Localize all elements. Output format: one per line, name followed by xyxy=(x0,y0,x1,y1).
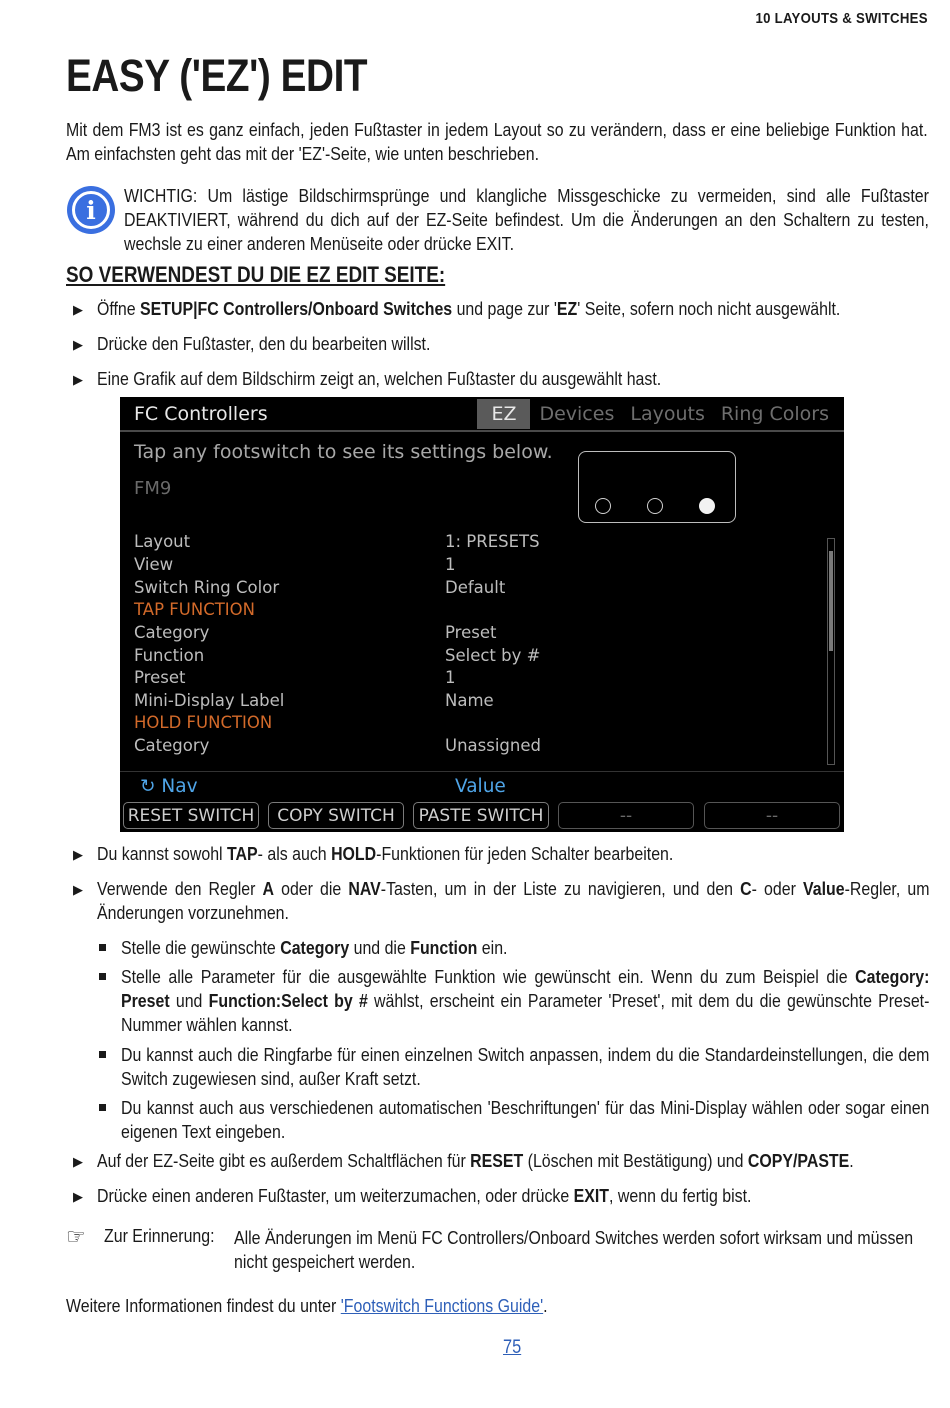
footswitch-2[interactable] xyxy=(647,498,663,514)
scrollbar-thumb[interactable] xyxy=(829,551,833,651)
section-subheading: SO VERWENDEST DU DIE EZ EDIT SEITE: xyxy=(66,262,446,287)
rotate-icon: ↻ xyxy=(140,776,156,797)
reminder-label: Zur Erinnerung: xyxy=(104,1225,215,1246)
page-title: EASY ('EZ') EDIT xyxy=(66,50,368,101)
substep-d: Du kannst auch aus verschiedenen automatischen 'Beschriftungen' für das Mini-Display wählen oder sogar einen eigenen Text eingeben. xyxy=(121,1097,930,1142)
scrollbar[interactable] xyxy=(827,538,835,765)
footswitch-3-selected[interactable] xyxy=(699,498,715,514)
step-1: Öffne SETUP|FC Controllers/Onboard Switches und page zur 'EZ' Seite, sofern noch nicht ausgewählt. xyxy=(97,298,841,319)
param-row[interactable]: Layout 1: PRESETS xyxy=(134,532,540,551)
tab-ring-colors[interactable]: Ring Colors xyxy=(720,403,829,425)
screen-hint: Tap any footswitch to see its settings below. xyxy=(134,441,553,463)
softkey-4[interactable]: -- xyxy=(558,802,694,829)
screen-footer-divider xyxy=(120,771,844,772)
tab-devices[interactable]: Devices xyxy=(539,403,615,425)
bullet-icon: ▶ xyxy=(73,882,83,897)
param-row[interactable]: Category Unassigned xyxy=(134,736,541,755)
param-row[interactable]: View 1 xyxy=(134,555,456,574)
page-number[interactable]: 75 xyxy=(503,1337,522,1358)
square-bullet-icon xyxy=(99,973,106,980)
reminder-text: Alle Änderungen im Menü FC Controllers/Onboard Switches werden sofort wirksam und müssen nicht gespeichert werden. xyxy=(234,1227,914,1272)
step-3: Eine Grafik auf dem Bildschirm zeigt an, welchen Fußtaster du ausgewählt hast. xyxy=(97,368,662,389)
screen-tabs xyxy=(475,399,836,429)
important-note: WICHTIG: Um lästige Bildschirmsprünge und klangliche Missgeschicke zu vermeiden, sind alle Fußtaster DEAKTIVIERT, während du dich auf der EZ-Seite befindest. Um die Änderungen an den Schaltern zu testen, wechsle zu einer anderen Menüseite oder drücke EXIT. xyxy=(124,185,929,254)
value-knob-label: Value xyxy=(455,776,506,797)
softkey-5[interactable]: -- xyxy=(704,802,840,829)
square-bullet-icon xyxy=(99,1051,106,1058)
bullet-icon: ▶ xyxy=(73,847,83,862)
param-row[interactable]: Preset 1 xyxy=(134,668,456,687)
param-row[interactable]: Function Select by # xyxy=(134,646,541,665)
pointing-hand-icon: ☞ xyxy=(66,1224,86,1249)
nav-knob-label: ↻ Nav xyxy=(140,776,198,797)
device-screen xyxy=(120,397,844,832)
tab-layouts[interactable]: Layouts xyxy=(630,403,705,425)
step-6: Auf der EZ-Seite gibt es außerdem Schaltflächen für RESET (Löschen mit Bestätigung) und COPY/PASTE. xyxy=(97,1150,854,1171)
footswitch-1[interactable] xyxy=(595,498,611,514)
tab-ez[interactable]: EZ xyxy=(477,399,530,429)
param-row[interactable]: Switch Ring Color Default xyxy=(134,578,506,597)
param-row[interactable]: Mini-Display Label Name xyxy=(134,691,494,710)
reset-switch-button[interactable]: RESET SWITCH xyxy=(123,802,259,829)
bullet-icon: ▶ xyxy=(73,1189,83,1204)
section-row-tap: TAP FUNCTION xyxy=(134,600,255,619)
screen-divider xyxy=(120,430,844,432)
square-bullet-icon xyxy=(99,944,106,951)
copy-switch-button[interactable]: COPY SWITCH xyxy=(268,802,404,829)
info-icon: i xyxy=(67,186,115,234)
screen-model: FM9 xyxy=(134,478,172,499)
intro-paragraph: Mit dem FM3 ist es ganz einfach, jeden Fußtaster in jedem Layout so zu verändern, dass er eine beliebige Funktion hat. Am einfachsten geht das mit der 'EZ'-Seite, wie unten beschrieben. xyxy=(66,119,928,164)
step-5: Verwende den Regler A oder die NAV-Tasten, um in der Liste zu navigieren, und den C- oder Value-Regler, um Änderungen vorzunehmen. xyxy=(97,878,930,923)
substep-c: Du kannst auch die Ringfarbe für einen einzelnen Switch anpassen, indem du die Standardeinstellungen, die dem Switch zugewiesen sind, außer Kraft setzt. xyxy=(121,1044,930,1089)
square-bullet-icon xyxy=(99,1104,106,1111)
section-row-hold: HOLD FUNCTION xyxy=(134,713,273,732)
step-4: Du kannst sowohl TAP- als auch HOLD-Funktionen für jeden Schalter bearbeiten. xyxy=(97,843,674,864)
step-7: Drücke einen anderen Fußtaster, um weiterzumachen, oder drücke EXIT, wenn du fertig bist. xyxy=(97,1185,752,1206)
footswitch-guide-link[interactable]: 'Footswitch Functions Guide' xyxy=(340,1295,544,1316)
bullet-icon: ▶ xyxy=(73,1154,83,1169)
bullet-icon: ▶ xyxy=(73,302,83,317)
substep-b: Stelle alle Parameter für die ausgewählte Funktion wie gewünscht ein. Wenn du zum Beispiel die Category: Preset und Function:Select by # wählst, erscheint ein Parameter 'Preset', mit dem du die gewünschte Preset-Nummer wählen kannst. xyxy=(121,966,930,1035)
bullet-icon: ▶ xyxy=(73,372,83,387)
footswitch-diagram xyxy=(578,451,736,523)
screen-title: FC Controllers xyxy=(134,403,268,425)
substep-a: Stelle die gewünschte Category und die Function ein. xyxy=(121,937,508,958)
param-row[interactable]: Category Preset xyxy=(134,623,497,642)
more-info: Weitere Informationen findest du unter 'Footswitch Functions Guide'. xyxy=(66,1295,548,1316)
section-header: 10 LAYOUTS & SWITCHES xyxy=(755,10,928,27)
paste-switch-button[interactable]: PASTE SWITCH xyxy=(413,802,549,829)
step-2: Drücke den Fußtaster, den du bearbeiten willst. xyxy=(97,333,431,354)
bullet-icon: ▶ xyxy=(73,337,83,352)
